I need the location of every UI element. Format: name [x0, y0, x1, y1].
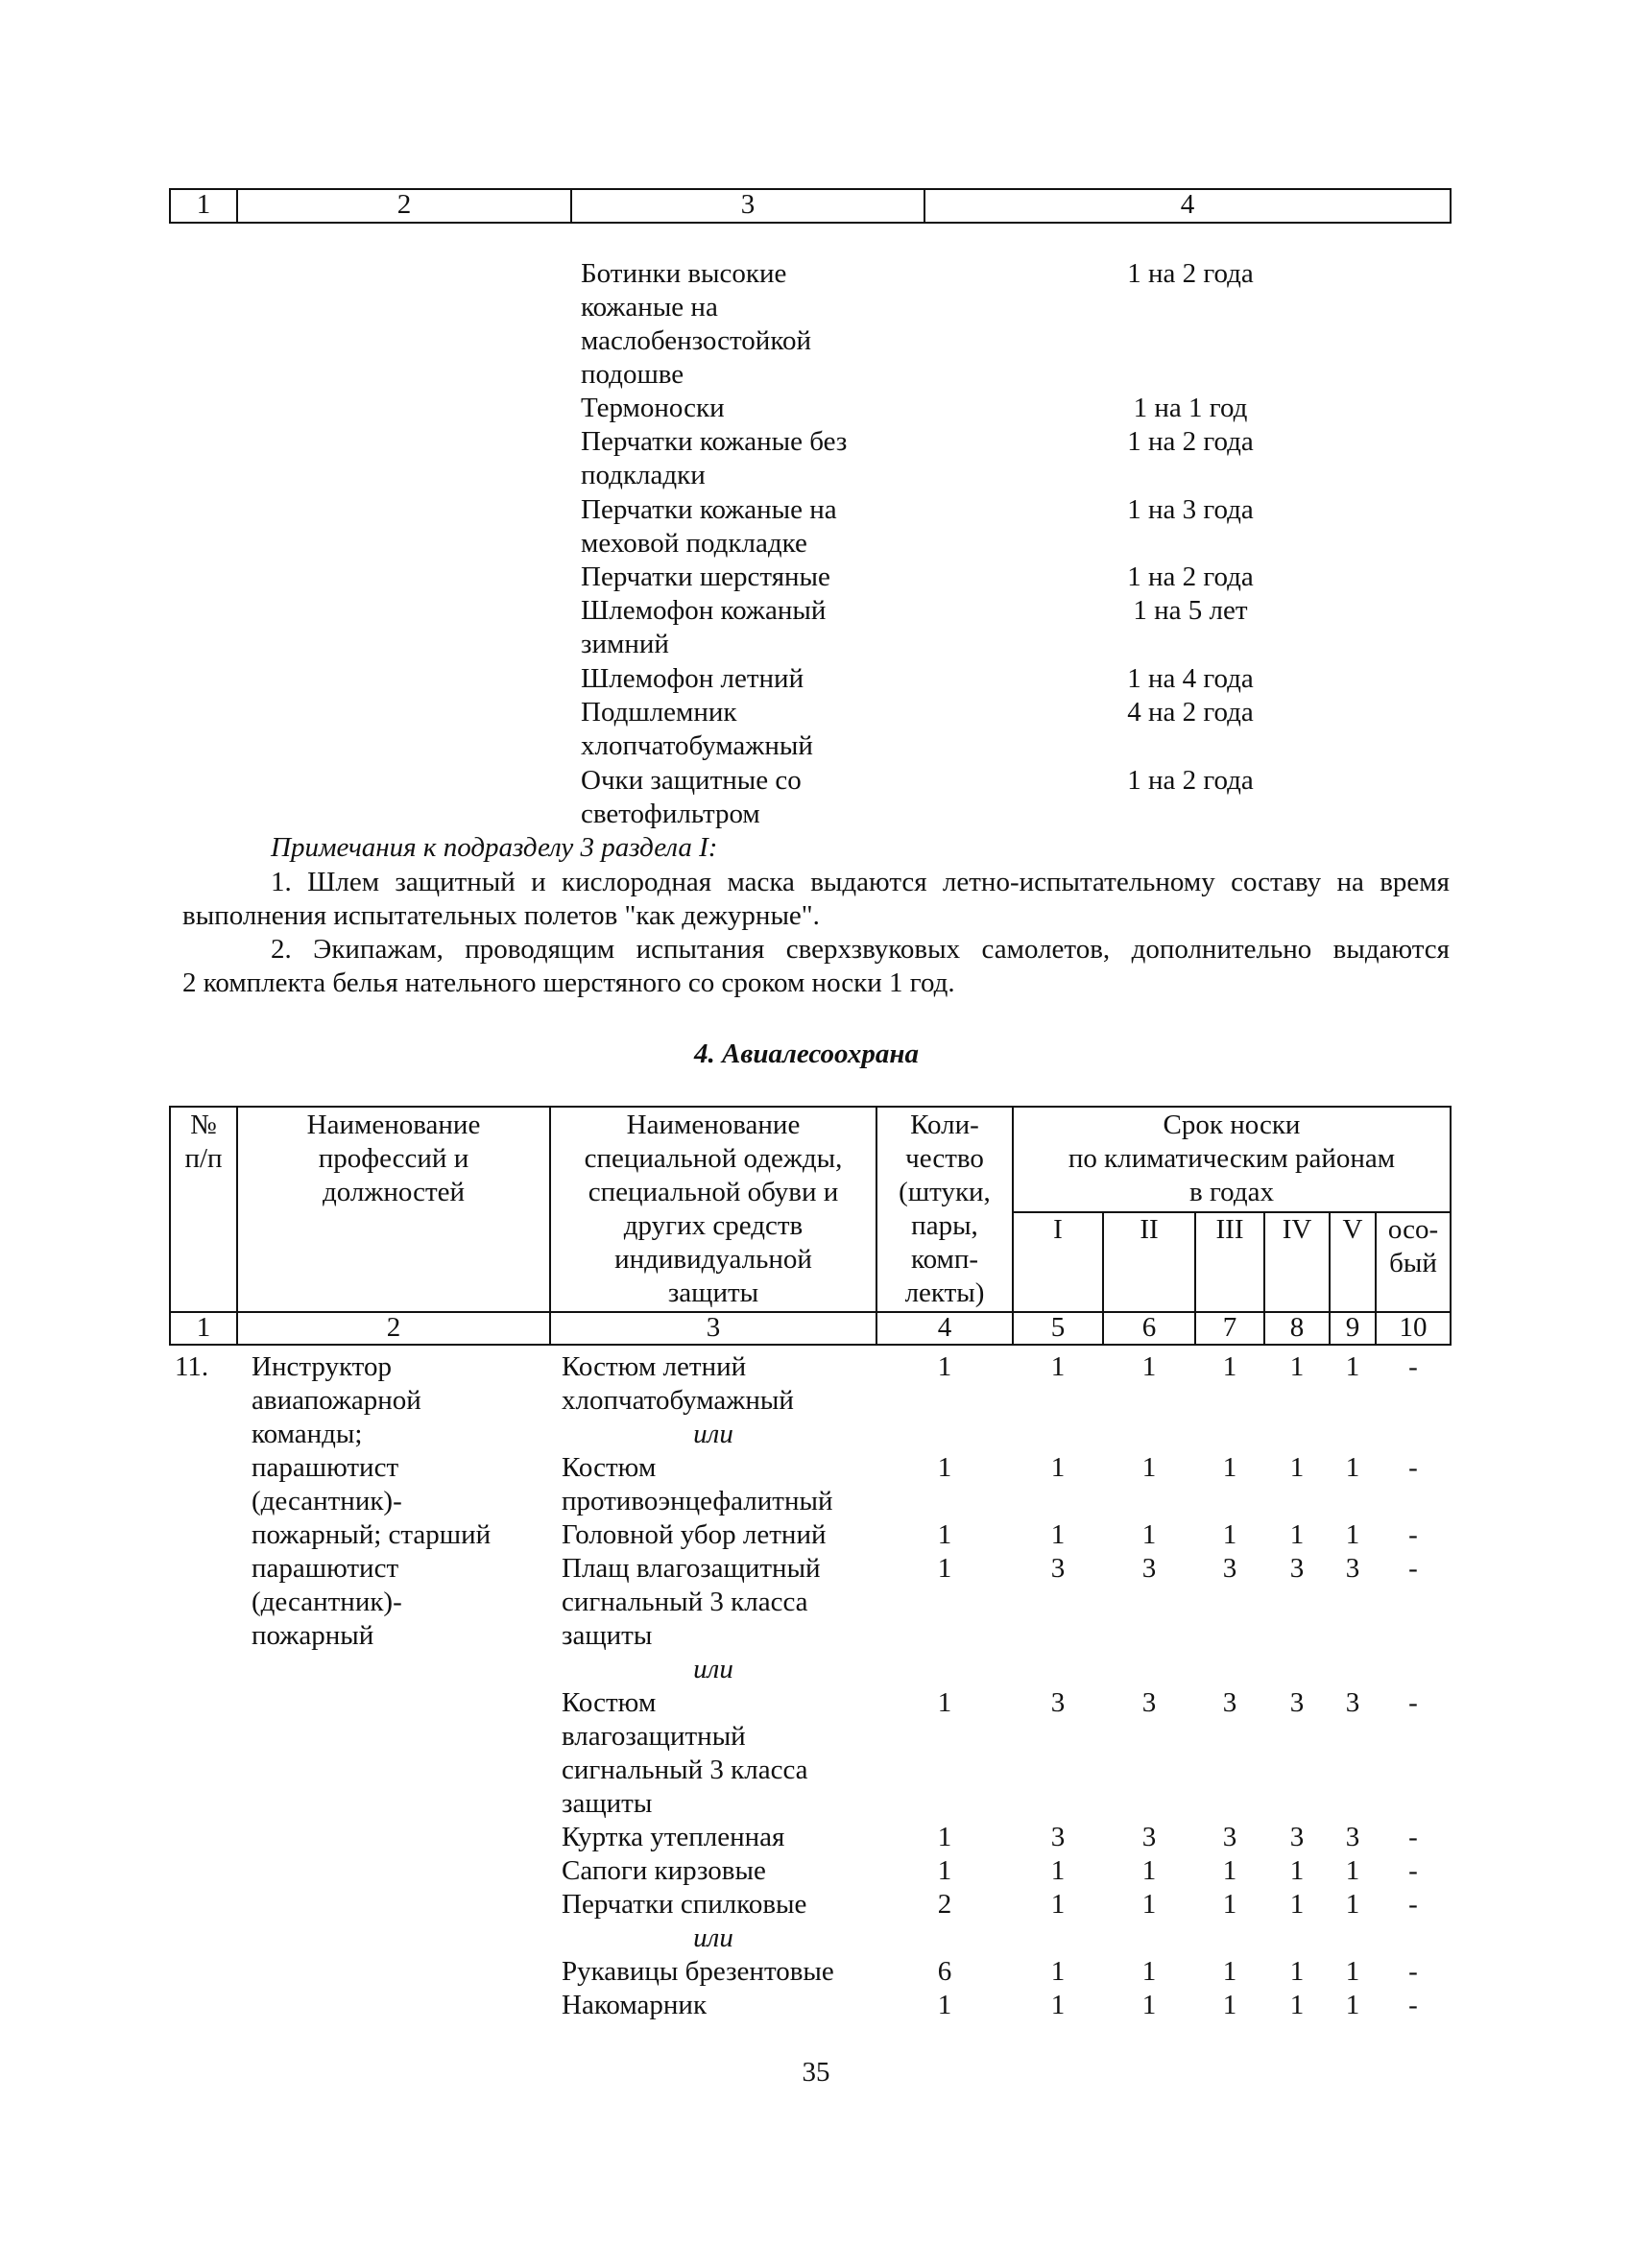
term-r5: 1	[1345, 1855, 1360, 1886]
region-header: II	[1140, 1214, 1159, 1245]
term-special: -	[1408, 1956, 1418, 1987]
ppe-item: защиты	[562, 1788, 653, 1819]
page-number: 35	[802, 2057, 830, 2088]
term-r2: 1	[1141, 1990, 1157, 2020]
qty: 2	[937, 1889, 952, 1920]
term-special: -	[1408, 1855, 1418, 1886]
profession-line: (десантник)-	[252, 1587, 402, 1617]
qty: 1	[937, 1351, 952, 1382]
term-r3: 1	[1222, 1351, 1237, 1382]
term-r3: 1	[1222, 1519, 1237, 1550]
col-header-wear-term: по климатическим районам	[1068, 1143, 1396, 1174]
term-r4: 3	[1289, 1553, 1305, 1584]
term-special: -	[1408, 1452, 1418, 1483]
profession-line: Инструктор	[252, 1351, 392, 1382]
region-header: III	[1215, 1214, 1244, 1245]
qty: 1	[937, 1519, 952, 1550]
term-r1: 1	[1050, 1452, 1066, 1483]
term-r1: 1	[1050, 1855, 1066, 1886]
col-header-ppe: специальной одежды,	[584, 1143, 843, 1174]
profession-line: команды;	[252, 1419, 363, 1449]
region-header-special: бый	[1389, 1248, 1437, 1278]
wear-term: 1 на 4 года	[1127, 663, 1254, 694]
term-r2: 1	[1141, 1889, 1157, 1920]
list-item: Шлемофон летний	[581, 663, 804, 694]
ppe-item: противоэнцефалитный	[562, 1486, 833, 1516]
term-r5: 3	[1345, 1822, 1360, 1852]
term-r4: 1	[1289, 1956, 1305, 1987]
col-header-wear-term: в годах	[1189, 1177, 1274, 1207]
col-number: 1	[196, 1312, 211, 1343]
col-number: 10	[1399, 1312, 1428, 1343]
ppe-item: Перчатки спилковые	[562, 1889, 807, 1920]
profession-line: авиапожарной	[252, 1385, 421, 1416]
ppe-item: Сапоги кирзовые	[562, 1855, 766, 1886]
col-header-qty: чество	[905, 1143, 984, 1174]
term-r1: 3	[1050, 1822, 1066, 1852]
ppe-item: защиты	[562, 1620, 653, 1651]
term-r5: 1	[1345, 1519, 1360, 1550]
profession-line: (десантник)-	[252, 1486, 402, 1516]
note-1-line-1: 1. Шлем защитный и кислородная маска выдаются летно-испытательному составу на время	[271, 867, 1450, 897]
list-item: светофильтром	[581, 799, 760, 829]
list-item: Подшлемник	[581, 697, 737, 728]
term-r4: 3	[1289, 1687, 1305, 1718]
term-r5: 1	[1345, 1452, 1360, 1483]
col-header-qty: (штуки,	[899, 1177, 991, 1207]
col-number: 5	[1050, 1312, 1066, 1343]
qty: 1	[937, 1822, 952, 1852]
wear-term: 1 на 2 года	[1127, 765, 1254, 796]
ppe-item: Плащ влагозащитный	[562, 1553, 821, 1584]
term-special: -	[1408, 1889, 1418, 1920]
list-item: Ботинки высокие	[581, 258, 787, 289]
region-header: V	[1342, 1214, 1363, 1245]
col-header-ppe: специальной обуви и	[588, 1177, 839, 1207]
qty: 1	[937, 1855, 952, 1886]
section-title: 4. Авиалесоохрана	[694, 1039, 919, 1069]
col-number: 6	[1141, 1312, 1157, 1343]
qty: 1	[937, 1452, 952, 1483]
col-header-qty: комп-	[910, 1244, 979, 1275]
term-special: -	[1408, 1687, 1418, 1718]
list-item: подкладки	[581, 460, 706, 490]
ppe-item: Рукавицы брезентовые	[562, 1956, 834, 1987]
profession-line: парашютист	[252, 1452, 399, 1483]
header-col-2: 2	[396, 189, 412, 220]
col-header-ppe: индивидуальной	[614, 1244, 812, 1275]
term-r4: 1	[1289, 1452, 1305, 1483]
note-2-line-1: 2. Экипажам, проводящим испытания сверхзвуковых самолетов, дополнительно выдаются	[271, 934, 1450, 965]
row-number: 11.	[175, 1351, 209, 1382]
term-r3: 1	[1222, 1990, 1237, 2020]
qty: 1	[937, 1553, 952, 1584]
term-r3: 3	[1222, 1822, 1237, 1852]
wear-term: 1 на 2 года	[1127, 258, 1254, 289]
term-r5: 1	[1345, 1889, 1360, 1920]
term-r5: 3	[1345, 1553, 1360, 1584]
note-1-line-2: выполнения испытательных полетов "как дежурные".	[182, 900, 820, 931]
ppe-item: Костюм	[562, 1452, 657, 1483]
term-r2: 1	[1141, 1351, 1157, 1382]
term-r1: 3	[1050, 1687, 1066, 1718]
region-header: IV	[1282, 1214, 1312, 1245]
list-item: Шлемофон кожаный	[581, 595, 827, 626]
wear-term: 4 на 2 года	[1127, 697, 1254, 728]
list-item: кожаные на	[581, 292, 718, 322]
term-special: -	[1408, 1519, 1418, 1550]
list-item: Перчатки кожаные без	[581, 426, 848, 457]
ppe-item: Костюм	[562, 1687, 657, 1718]
ppe-item: Накомарник	[562, 1990, 708, 2020]
wear-term: 1 на 2 года	[1127, 426, 1254, 457]
term-r4: 1	[1289, 1990, 1305, 2020]
term-r4: 1	[1289, 1351, 1305, 1382]
col-header-number: п/п	[184, 1143, 223, 1174]
or-separator: или	[693, 1419, 733, 1449]
list-item: подошве	[581, 359, 684, 390]
region-header-special: осо-	[1387, 1214, 1439, 1245]
list-item: зимний	[581, 629, 669, 659]
ppe-item: сигнальный 3 класса	[562, 1755, 808, 1785]
col-header-number: №	[190, 1110, 217, 1140]
term-r1: 1	[1050, 1889, 1066, 1920]
header-col-1: 1	[196, 189, 211, 220]
profession-line: пожарный; старший	[252, 1519, 492, 1550]
ppe-item: Головной убор летний	[562, 1519, 827, 1550]
list-item: Перчатки шерстяные	[581, 561, 830, 592]
col-header-profession: профессий и	[318, 1143, 469, 1174]
col-header-ppe: Наименование	[626, 1110, 801, 1140]
list-item: Термоноски	[581, 393, 725, 423]
ppe-item: сигнальный 3 класса	[562, 1587, 808, 1617]
term-r4: 1	[1289, 1889, 1305, 1920]
col-header-qty: лекты)	[904, 1277, 985, 1308]
term-r2: 1	[1141, 1452, 1157, 1483]
term-r3: 3	[1222, 1687, 1237, 1718]
wear-term: 1 на 2 года	[1127, 561, 1254, 592]
term-r4: 3	[1289, 1822, 1305, 1852]
term-r2: 1	[1141, 1956, 1157, 1987]
header-col-3: 3	[740, 189, 756, 220]
region-header: I	[1053, 1214, 1063, 1245]
wear-term: 1 на 5 лет	[1133, 595, 1248, 626]
term-special: -	[1408, 1822, 1418, 1852]
wear-term: 1 на 3 года	[1127, 494, 1254, 525]
term-r5: 1	[1345, 1956, 1360, 1987]
qty: 1	[937, 1990, 952, 2020]
qty: 6	[937, 1956, 952, 1987]
notes-title: Примечания к подразделу 3 раздела I:	[271, 832, 718, 863]
ppe-item: Костюм летний	[562, 1351, 747, 1382]
term-r2: 1	[1141, 1855, 1157, 1886]
term-r5: 3	[1345, 1687, 1360, 1718]
term-r1: 1	[1050, 1956, 1066, 1987]
ppe-item: хлопчатобумажный	[562, 1385, 794, 1416]
term-r3: 1	[1222, 1956, 1237, 1987]
term-special: -	[1408, 1351, 1418, 1382]
term-r1: 1	[1050, 1519, 1066, 1550]
term-r3: 1	[1222, 1889, 1237, 1920]
col-number: 7	[1222, 1312, 1237, 1343]
or-separator: или	[693, 1654, 733, 1684]
term-r5: 1	[1345, 1990, 1360, 2020]
col-header-qty: Коли-	[910, 1110, 979, 1140]
wear-term: 1 на 1 год	[1133, 393, 1248, 423]
note-2-line-2: 2 комплекта белья нательного шерстяного со сроком носки 1 год.	[182, 967, 955, 998]
list-item: меховой подкладке	[581, 528, 807, 559]
col-number: 2	[386, 1312, 401, 1343]
col-number: 8	[1289, 1312, 1305, 1343]
term-r3: 3	[1222, 1553, 1237, 1584]
term-r2: 3	[1141, 1553, 1157, 1584]
ppe-item: влагозащитный	[562, 1721, 746, 1752]
header-col-4: 4	[1180, 189, 1195, 220]
col-header-profession: должностей	[322, 1177, 466, 1207]
term-r1: 1	[1050, 1351, 1066, 1382]
term-r5: 1	[1345, 1351, 1360, 1382]
profession-line: пожарный	[252, 1620, 374, 1651]
or-separator: или	[693, 1922, 733, 1953]
col-header-ppe: других средств	[623, 1210, 804, 1241]
list-item: Очки защитные со	[581, 765, 802, 796]
col-header-wear-term: Срок носки	[1163, 1110, 1301, 1140]
term-r4: 1	[1289, 1519, 1305, 1550]
term-r3: 1	[1222, 1855, 1237, 1886]
profession-line: парашютист	[252, 1553, 399, 1584]
term-r3: 1	[1222, 1452, 1237, 1483]
term-special: -	[1408, 1553, 1418, 1584]
list-item: хлопчатобумажный	[581, 730, 813, 761]
term-r2: 3	[1141, 1822, 1157, 1852]
term-r2: 3	[1141, 1687, 1157, 1718]
list-item: Перчатки кожаные на	[581, 494, 837, 525]
col-number: 4	[937, 1312, 952, 1343]
col-header-ppe: защиты	[667, 1277, 759, 1308]
col-header-qty: пары,	[911, 1210, 978, 1241]
term-r1: 1	[1050, 1990, 1066, 2020]
col-number: 3	[706, 1312, 721, 1343]
term-r1: 3	[1050, 1553, 1066, 1584]
list-item: маслобензостойкой	[581, 325, 811, 356]
term-r4: 1	[1289, 1855, 1305, 1886]
term-r2: 1	[1141, 1519, 1157, 1550]
col-header-profession: Наименование	[306, 1110, 481, 1140]
col-number: 9	[1345, 1312, 1360, 1343]
term-special: -	[1408, 1990, 1418, 2020]
ppe-item: Куртка утепленная	[562, 1822, 785, 1852]
qty: 1	[937, 1687, 952, 1718]
